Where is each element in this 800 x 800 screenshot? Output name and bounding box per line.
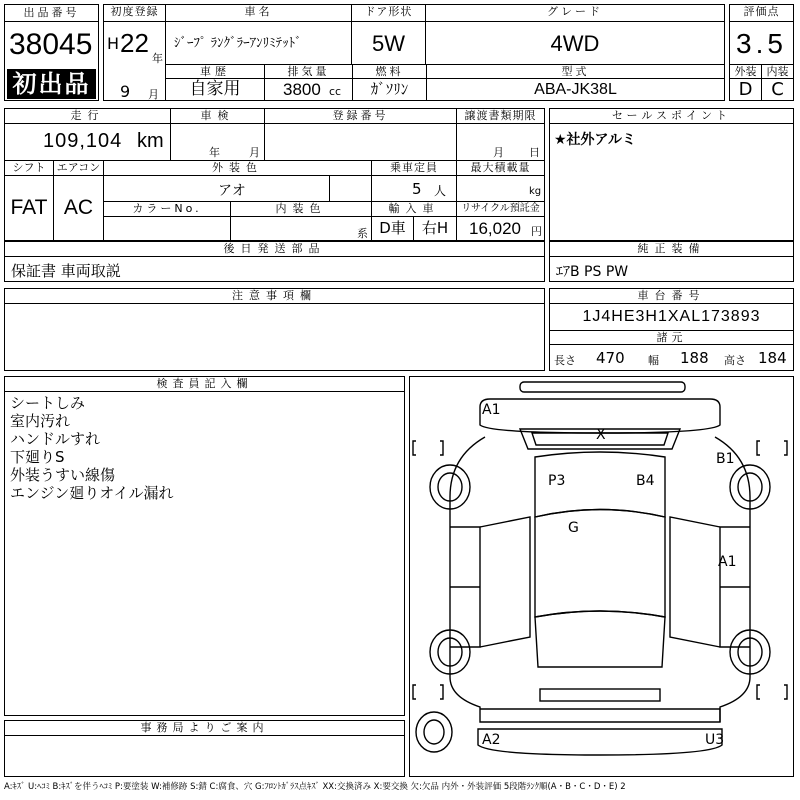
displacement-unit: cc xyxy=(329,85,342,98)
capacity-unit: 人 xyxy=(434,184,447,198)
era: H xyxy=(107,34,120,53)
notes-label: 注意事項欄 xyxy=(5,289,544,304)
fuel-label: 燃料 xyxy=(352,64,426,79)
later-parts-box xyxy=(4,241,545,282)
first-reg-cell xyxy=(104,22,166,65)
damage-diagram xyxy=(409,376,794,777)
displacement-label: 排気量 xyxy=(264,64,352,79)
genuine-equipment-box xyxy=(549,241,794,282)
rear-bumper xyxy=(478,729,725,755)
ac: AC xyxy=(54,176,104,240)
width-label: 幅 xyxy=(648,354,659,367)
inspector-lines xyxy=(10,394,174,502)
genuine-equipment-text: ｴｱB PS PW xyxy=(556,264,629,280)
mark-seat-right: B4 xyxy=(636,473,655,489)
spare-tire xyxy=(416,712,452,752)
inspection-month-unit: 月 xyxy=(249,146,260,159)
recycle-amount: 16,020 xyxy=(469,219,521,238)
capacity-label: 乗車定員 xyxy=(372,160,457,176)
inspector-label: 検査員記入欄 xyxy=(5,377,404,392)
reg-month-unit: 月 xyxy=(148,88,159,101)
ac-label: エアコン xyxy=(54,160,104,176)
int-color-label: 内装色 xyxy=(231,202,372,217)
int-color-cell xyxy=(231,217,372,240)
details-box xyxy=(4,108,545,241)
car-outline xyxy=(410,377,793,776)
inspector-line: 室内汚れ xyxy=(10,412,71,430)
registration-label: 登録番号 xyxy=(265,109,457,124)
selling-points-text: ★社外アルミ xyxy=(554,132,636,148)
inspector-line: エンジン廻りオイル漏れ xyxy=(10,484,174,502)
first-listing-badge: 初出品 xyxy=(7,69,96,99)
bracket-rl xyxy=(413,685,443,699)
specs-row xyxy=(550,345,793,370)
rear-window xyxy=(535,611,665,667)
length-label: 長さ xyxy=(554,354,576,367)
ext-color-extra xyxy=(330,176,372,202)
mark-windshield: X xyxy=(596,427,606,443)
width: 188 xyxy=(680,349,709,367)
mileage-label: 走行 xyxy=(5,109,171,124)
ext-color-cell xyxy=(104,176,330,202)
displacement-cell xyxy=(264,79,352,100)
model-label: 型式 xyxy=(426,64,724,79)
height-label: 高さ xyxy=(724,354,746,367)
mark-floor: G xyxy=(568,520,579,536)
max-load-unit: kg xyxy=(529,186,542,197)
inspector-line: 下廻りS xyxy=(10,448,65,466)
interior-grade: C xyxy=(771,79,784,100)
recycle-label: リサイクル預託金 xyxy=(457,202,544,217)
registration-cell xyxy=(265,124,457,160)
rear-glass xyxy=(540,689,660,701)
transfer-label: 譲渡書類期限 xyxy=(457,109,544,124)
inspector-box xyxy=(4,376,405,716)
interior-label: 内装 xyxy=(762,64,793,79)
office-box xyxy=(4,720,405,777)
office-label: 事務局よりご案内 xyxy=(5,721,404,736)
chassis-label: 車台番号 xyxy=(550,289,793,304)
door-label: ドア形状 xyxy=(352,5,426,22)
roof xyxy=(535,510,665,618)
history: 自家用 xyxy=(189,79,241,99)
tailgate xyxy=(480,709,720,722)
mileage: 109,104 xyxy=(43,130,123,152)
bracket-fr xyxy=(757,441,787,455)
car-name: ｼﾞｰﾌﾟ ﾗﾝｸﾞﾗｰｱﾝﾘﾐﾃｯﾄﾞ xyxy=(166,22,352,65)
import-label: 輸入車 xyxy=(372,202,457,217)
selling-points-label: セールスポイント xyxy=(550,109,793,124)
ext-color: アオ xyxy=(218,183,246,199)
genuine-equipment-label: 純正装備 xyxy=(550,242,793,257)
model: ABA-JK38L xyxy=(426,79,724,100)
reg-year: 22 xyxy=(120,28,149,58)
inspector-line: ハンドルすれ xyxy=(10,430,101,448)
vehicle-header-box xyxy=(103,4,725,101)
lot-number-label: 出品番号 xyxy=(5,5,98,22)
score: 3.5 xyxy=(736,28,787,59)
inspection-year-unit: 年 xyxy=(209,146,220,159)
capacity: 5 xyxy=(412,180,422,198)
import-value: D車 xyxy=(372,217,414,240)
right-pillar xyxy=(670,517,720,647)
specs-label: 諸元 xyxy=(550,330,793,345)
capacity-cell xyxy=(372,176,457,202)
inspector-line: 外装うすい線傷 xyxy=(10,466,116,484)
exterior-grade: D xyxy=(730,79,762,100)
fuel: ｶﾞｿﾘﾝ xyxy=(352,79,426,100)
score-box xyxy=(729,4,794,101)
front-bumper-top xyxy=(520,382,685,392)
mark-rear-bumper-left: A2 xyxy=(482,732,501,748)
color-no-cell xyxy=(104,217,231,240)
later-parts-label: 後日発送部品 xyxy=(5,242,544,257)
lot-number: 38045 xyxy=(9,28,93,61)
mark-right-rear-door: A1 xyxy=(718,554,737,570)
inspector-line: シートしみ xyxy=(10,394,86,412)
recycle-cell xyxy=(457,217,544,240)
chassis-box xyxy=(549,288,794,371)
grade: 4WD xyxy=(550,31,600,56)
mark-seat-left: P3 xyxy=(548,473,566,489)
notes-box xyxy=(4,288,545,371)
shift: FAT xyxy=(5,176,54,240)
car-name-label: 車名 xyxy=(166,5,352,22)
inspection-label: 車検 xyxy=(171,109,265,124)
body-outline xyxy=(450,437,750,722)
recycle-unit: 円 xyxy=(531,225,542,238)
left-pillar xyxy=(480,517,530,647)
mark-front-bumper: A1 xyxy=(482,402,501,418)
inspection-cell xyxy=(171,124,265,160)
displacement: 3800 xyxy=(283,80,321,99)
transfer-day-unit: 日 xyxy=(529,146,540,159)
max-load-cell xyxy=(457,176,544,202)
chassis-number: 1J4HE3H1XAL173893 xyxy=(582,308,761,325)
mark-rear-bumper-right: U3 xyxy=(705,732,725,748)
max-load-label: 最大積載量 xyxy=(457,160,544,176)
grade-label: グレード xyxy=(426,5,724,22)
history-label: 車歴 xyxy=(166,64,264,79)
legend: A:ｷｽﾞ U:ﾍｺﾐ B:ｷｽﾞを伴うﾍｺﾐ P:要塗装 W:補修跡 S:錆 C:腐食、穴 G:ﾌﾛﾝﾄｶﾞﾗｽ点ｷｽﾞ XX:交換済み X:要交換 欠:欠品 内外・外装評価 5段階ﾗﾝｸ順(A・B・C・D・E) 2 xyxy=(4,782,626,792)
lot-number-box xyxy=(4,4,99,101)
bracket-fl xyxy=(413,441,443,455)
reg-year-unit: 年 xyxy=(152,52,163,65)
month-cell xyxy=(104,64,166,100)
ext-color-label: 外装色 xyxy=(104,160,372,176)
door-type: 5W xyxy=(352,22,426,65)
reg-month: 9 xyxy=(120,82,131,101)
score-label: 評価点 xyxy=(730,5,793,22)
mileage-cell xyxy=(5,124,171,160)
mark-right-front-fender: B1 xyxy=(716,451,735,467)
exterior-label: 外装 xyxy=(730,64,762,79)
later-parts-text: 保証書 車両取説 xyxy=(11,262,121,280)
length: 470 xyxy=(596,349,625,367)
selling-points-box xyxy=(549,108,794,241)
transfer-cell xyxy=(457,124,544,160)
color-no-label: カラーNo. xyxy=(104,202,231,217)
steering: 右H xyxy=(414,217,457,240)
int-color-unit: 系 xyxy=(357,227,368,240)
height: 184 xyxy=(758,349,787,367)
mileage-unit: km xyxy=(137,130,164,152)
first-reg-label: 初度登録 xyxy=(104,5,166,22)
transfer-month-unit: 月 xyxy=(493,146,504,159)
shift-label: シフト xyxy=(5,160,54,176)
bracket-rr xyxy=(757,685,787,699)
